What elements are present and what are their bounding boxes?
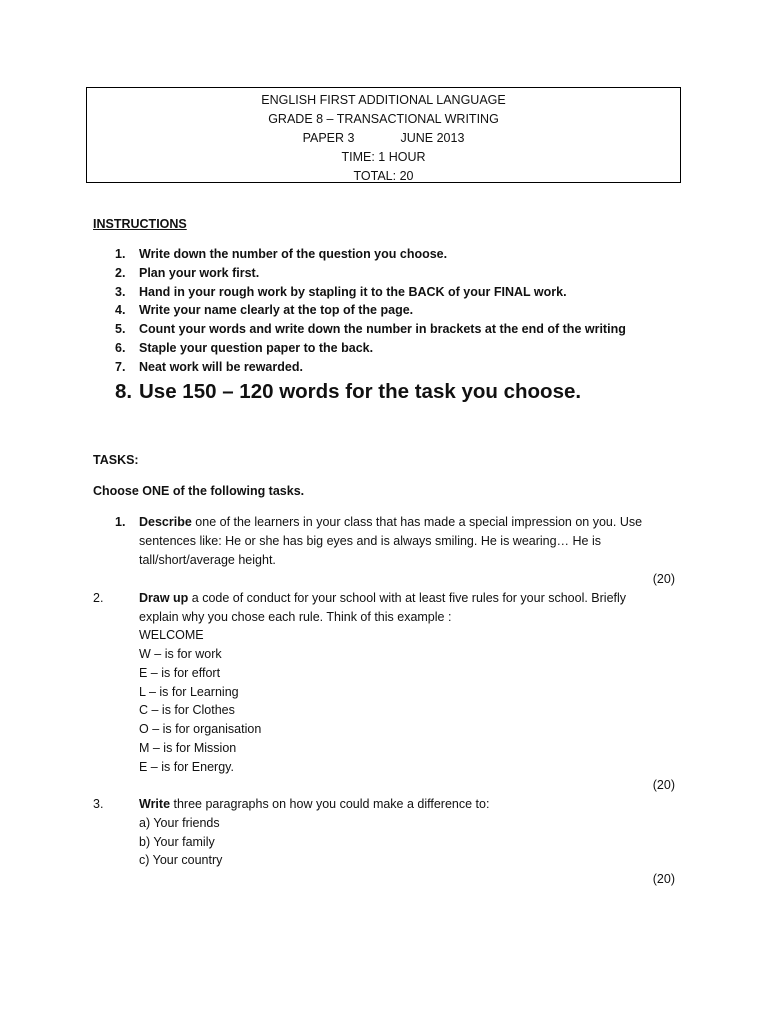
instruction-number: 2. [115, 265, 126, 280]
task-line [139, 513, 642, 532]
instruction-number: 4. [115, 303, 126, 318]
task-line: W – is for work [139, 647, 222, 661]
task-line [139, 589, 626, 608]
task-verb: Draw up [139, 591, 189, 605]
tasks-intro: Choose ONE of the following tasks. [93, 484, 305, 498]
task-marks: (20) [652, 778, 675, 792]
task-line: C – is for Clothes [139, 703, 235, 717]
instruction-item [93, 358, 693, 377]
instruction-item [93, 283, 693, 302]
task-line: b) Your family [139, 835, 215, 849]
instruction-text: Hand in your rough work by stapling it to the BACK of your FINAL work. [139, 284, 567, 299]
task-line: E – is for Energy. [139, 760, 234, 774]
task-number: 1. [115, 515, 126, 529]
task-line: O – is for organisation [139, 722, 262, 736]
instruction-text: Staple your question paper to the back. [139, 340, 374, 355]
tasks-heading: TASKS: [93, 453, 139, 467]
task-marks: (20) [652, 572, 675, 586]
task-line: E – is for effort [139, 666, 221, 680]
instructions-heading: INSTRUCTIONS [93, 217, 187, 231]
task-verb: Describe [139, 515, 192, 529]
header-paper-date [87, 129, 680, 148]
instruction-item [93, 264, 693, 283]
instruction-text: Write down the number of the question you choose. [139, 247, 448, 261]
instruction-text: Plan your work first. [139, 265, 260, 280]
task-line: a) Your friends [139, 816, 220, 830]
instruction-number: 5. [115, 322, 126, 337]
instruction-number: 8. [115, 380, 133, 403]
task-line: tall/short/average height. [139, 553, 276, 567]
instruction-text: Neat work will be rewarded. [139, 359, 303, 374]
task-line [139, 795, 489, 814]
task-line: WELCOME [139, 628, 204, 642]
header-time: TIME: 1 HOUR [341, 150, 426, 164]
instruction-text: Write your name clearly at the top of the page. [139, 303, 414, 318]
header-subject: ENGLISH FIRST ADDITIONAL LANGUAGE [261, 93, 506, 107]
task-line: sentences like: He or she has big eyes and is always smiling. He is wearing… He is [139, 534, 602, 548]
instruction-number: 7. [115, 359, 126, 374]
task-line: explain why you chose each rule. Think of this example : [139, 610, 452, 624]
instruction-number: 1. [115, 247, 126, 261]
header-paper: PAPER 3 [302, 131, 355, 145]
instruction-text: Count your words and write down the number in brackets at the end of the writing [139, 322, 626, 337]
instruction-number: 3. [115, 284, 126, 299]
header-total: TOTAL: 20 [353, 169, 414, 183]
instruction-number: 6. [115, 340, 126, 355]
instruction-item [93, 320, 693, 339]
instruction-item [93, 245, 693, 264]
task-marks: (20) [652, 872, 675, 886]
task-number: 2. [93, 591, 104, 605]
task-line: M – is for Mission [139, 741, 237, 755]
task-line: L – is for Learning [139, 685, 239, 699]
instruction-word-count [93, 378, 693, 406]
task-text: three paragraphs on how you could make a difference to: [170, 797, 490, 811]
task-text: one of the learners in your class that has made a special impression on you. Use [191, 515, 643, 529]
instruction-item [93, 339, 693, 358]
instruction-text: Use 150 – 120 words for the task you choose. [139, 380, 582, 403]
task-text: a code of conduct for your school with at least five rules for your school. Briefly [188, 591, 627, 605]
exam-header-box [86, 87, 681, 183]
instructions-list [93, 245, 693, 377]
instruction-item [93, 301, 693, 320]
task-line: c) Your country [139, 853, 223, 867]
header-grade: GRADE 8 – TRANSACTIONAL WRITING [268, 112, 499, 126]
header-date: JUNE 2013 [400, 131, 465, 145]
task-number: 3. [93, 797, 104, 811]
task-verb: Write [139, 797, 171, 811]
